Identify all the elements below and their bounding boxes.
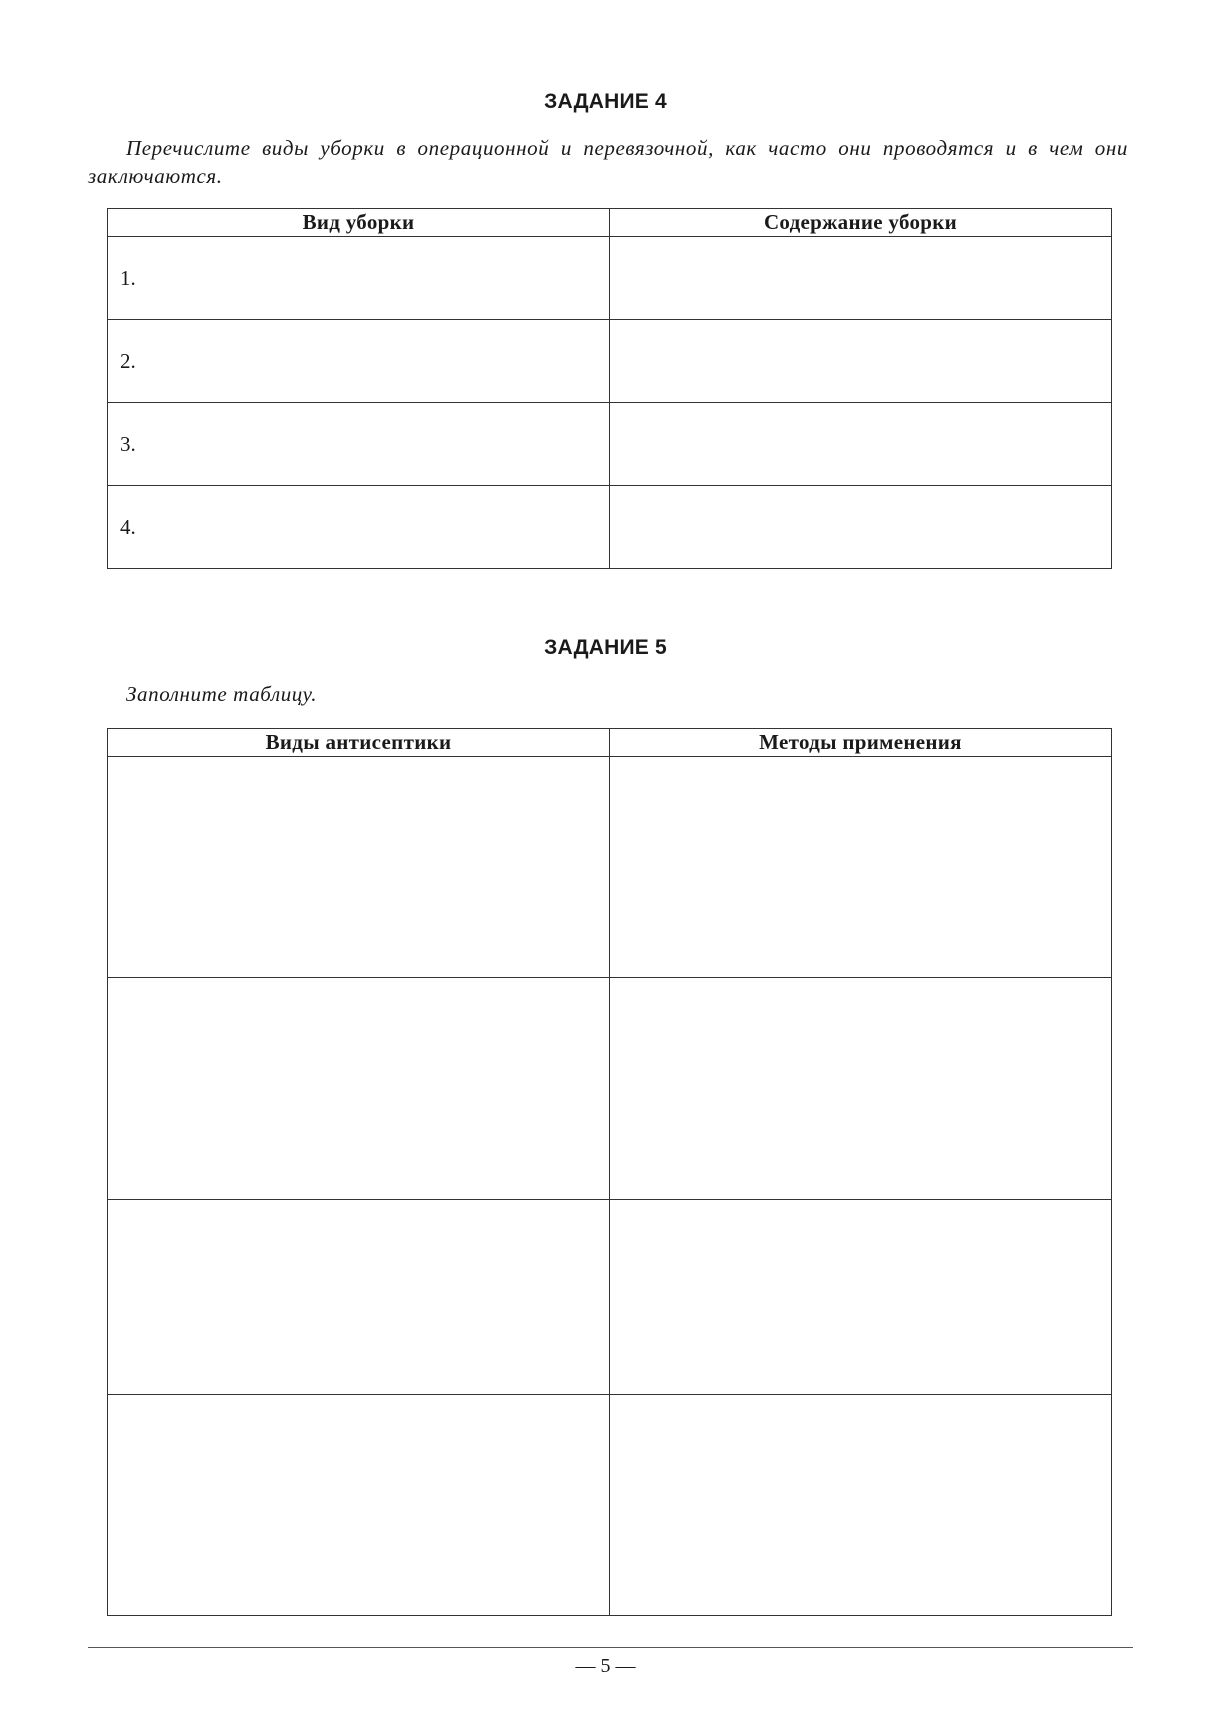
table-row <box>108 237 1112 320</box>
table-header-row <box>108 729 1112 757</box>
answer-cell-cleaning-content[interactable] <box>610 486 1112 569</box>
column-header-cleaning-content: Содержание уборки <box>610 209 1112 237</box>
table-row <box>108 486 1112 569</box>
answer-cell-antiseptic-type[interactable] <box>108 978 610 1200</box>
answer-cell-application-method[interactable] <box>610 1200 1112 1395</box>
row-number: 3. <box>120 431 136 456</box>
page-number: — 5 — <box>575 1655 636 1677</box>
table-row <box>108 978 1112 1200</box>
task4-table <box>107 208 1112 569</box>
answer-cell-cleaning-content[interactable] <box>610 237 1112 320</box>
table-row <box>108 1395 1112 1616</box>
answer-cell-cleaning-type[interactable] <box>108 237 610 320</box>
answer-cell-cleaning-content[interactable] <box>610 403 1112 486</box>
column-header-application-method: Методы применения <box>610 729 1112 757</box>
task4-heading: ЗАДАНИЕ 4 <box>544 90 667 113</box>
table-row <box>108 757 1112 978</box>
task5-heading: ЗАДАНИЕ 5 <box>544 636 667 659</box>
table-row <box>108 403 1112 486</box>
column-header-cleaning-type: Вид уборки <box>108 209 610 237</box>
answer-cell-cleaning-type[interactable] <box>108 486 610 569</box>
answer-cell-cleaning-type[interactable] <box>108 403 610 486</box>
row-number: 1. <box>120 265 136 290</box>
answer-cell-application-method[interactable] <box>610 978 1112 1200</box>
footer-divider <box>88 1647 1133 1648</box>
table-row <box>108 320 1112 403</box>
answer-cell-application-method[interactable] <box>610 757 1112 978</box>
answer-cell-cleaning-content[interactable] <box>610 320 1112 403</box>
task5-instruction: Заполните таблицу. <box>126 682 318 706</box>
answer-cell-antiseptic-type[interactable] <box>108 1395 610 1616</box>
row-number: 2. <box>120 348 136 373</box>
table-header-row <box>108 209 1112 237</box>
table-row <box>108 1200 1112 1395</box>
task5-table <box>107 728 1112 1616</box>
answer-cell-antiseptic-type[interactable] <box>108 757 610 978</box>
column-header-antiseptic-type: Виды антисептики <box>108 729 610 757</box>
task4-instruction: Перечислите виды уборки в операционной и перевязочной, как часто они проводятся и в чем они заключаются. <box>88 136 1128 188</box>
row-number: 4. <box>120 514 136 539</box>
answer-cell-application-method[interactable] <box>610 1395 1112 1616</box>
answer-cell-antiseptic-type[interactable] <box>108 1200 610 1395</box>
answer-cell-cleaning-type[interactable] <box>108 320 610 403</box>
